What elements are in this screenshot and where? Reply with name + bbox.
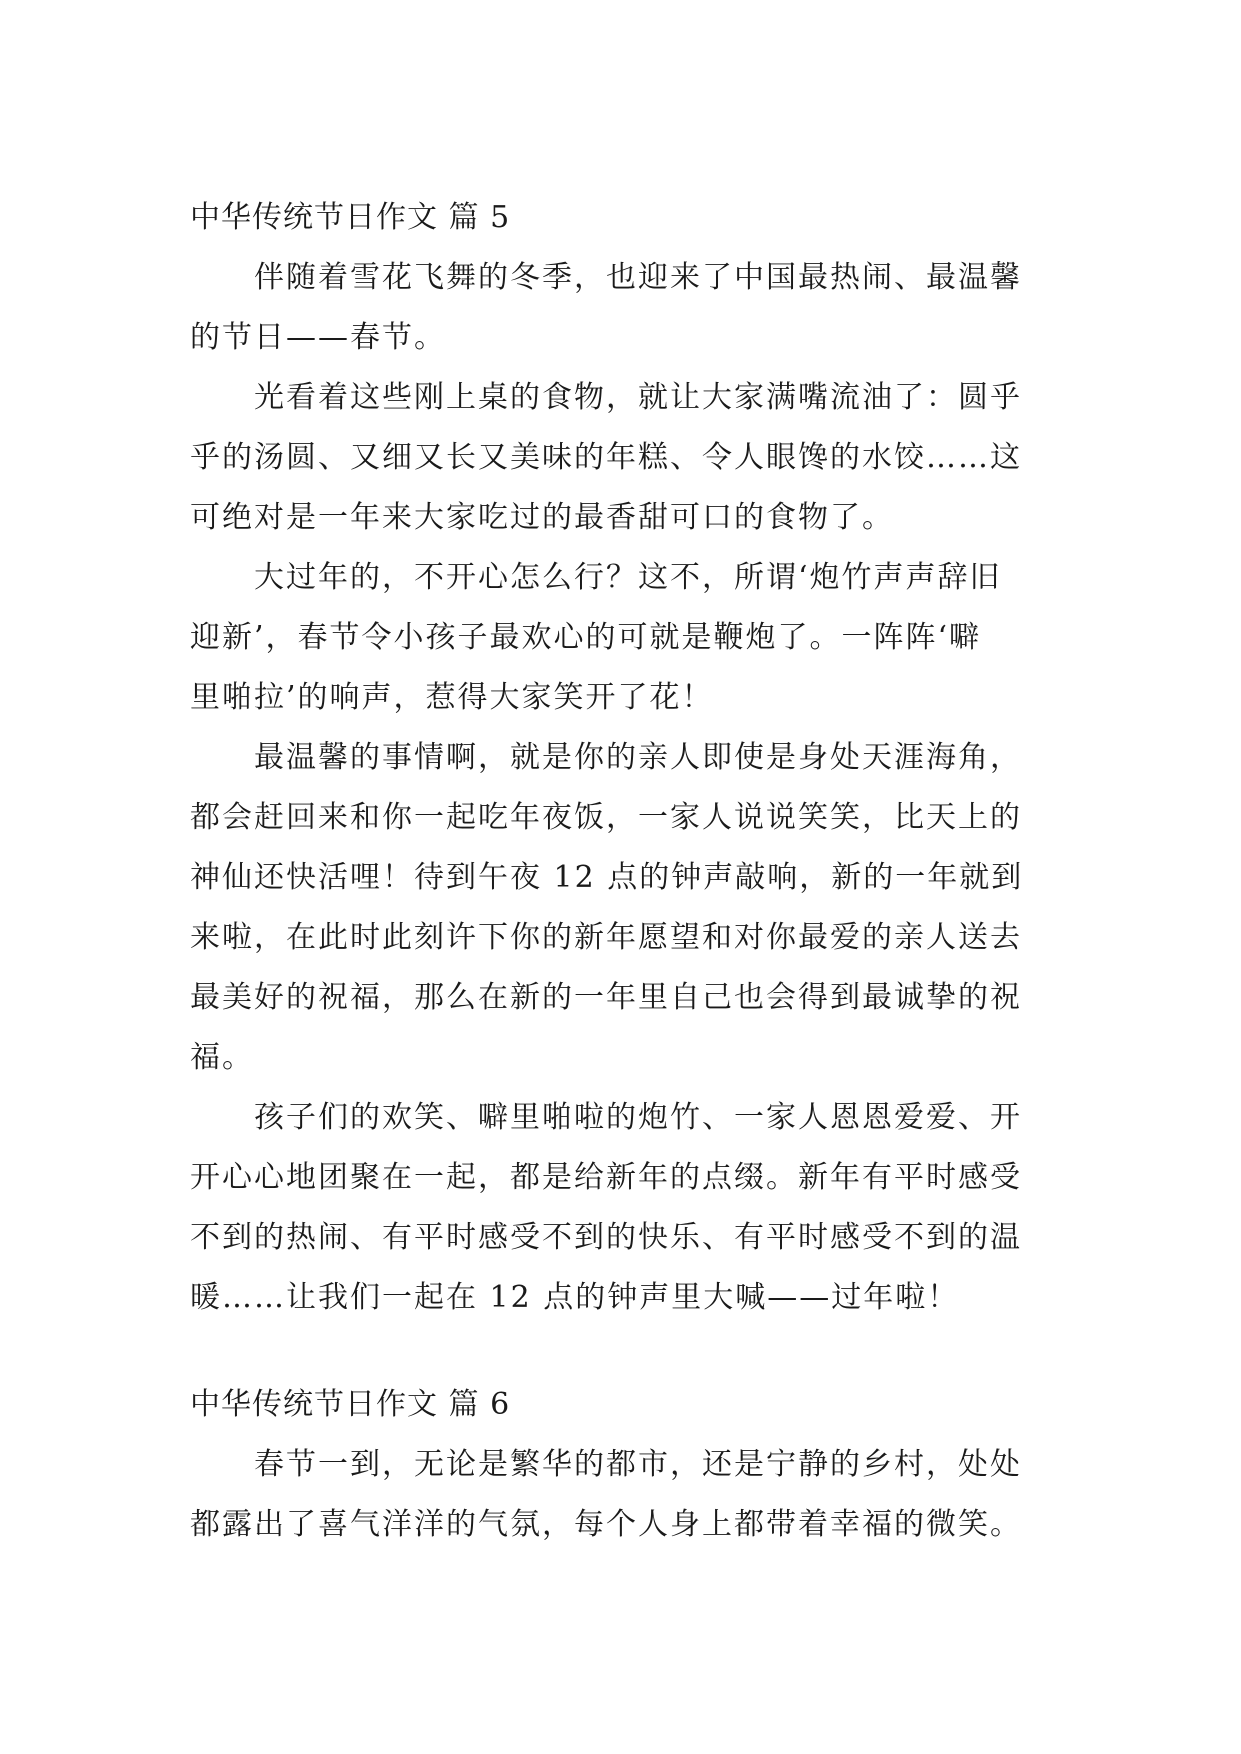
text-line: 来啦，在此时此刻许下你的新年愿望和对你最爱的亲人送去 (190, 920, 1022, 955)
text-line: 伴随着雪花飞舞的冬季，也迎来了中国最热闹、最温馨 (254, 260, 1022, 295)
paragraph (190, 248, 1060, 368)
text-line: 最美好的祝福，那么在新的一年里自己也会得到最诚挚的祝 (190, 980, 1022, 1015)
section-heading: 中华传统节日作文 篇 5 (190, 200, 511, 235)
text-line: 光看着这些刚上桌的食物，就让大家满嘴流油了：圆乎 (254, 380, 1022, 415)
paragraph (190, 728, 1060, 1088)
essay-section-5 (190, 188, 1060, 1328)
text-line: 最温馨的事情啊，就是你的亲人即使是身处天涯海角， (254, 740, 1022, 775)
text-line: 暖……让我们一起在 12 点的钟声里大喊——过年啦！ (190, 1280, 960, 1315)
text-line: 神仙还快活哩！待到午夜 12 点的钟声敲响，新的一年就到 (190, 860, 1024, 895)
text-line: 乎的汤圆、又细又长又美味的年糕、令人眼馋的水饺……这 (190, 440, 1022, 475)
text-line: 都露出了喜气洋洋的气氛，每个人身上都带着幸福的微笑。 (190, 1507, 1022, 1542)
text-line: 里啪拉’的响声，惹得大家笑开了花！ (190, 680, 714, 715)
paragraph (190, 1088, 1060, 1328)
text-line: 迎新’，春节令小孩子最欢心的可就是鞭炮了。一阵阵‘噼 (190, 620, 982, 655)
text-line: 大过年的，不开心怎么行？这不，所谓‘炮竹声声辞旧 (254, 560, 1002, 595)
text-line: 春节一到，无论是繁华的都市，还是宁静的乡村，处处 (254, 1447, 1022, 1482)
section-heading: 中华传统节日作文 篇 6 (190, 1387, 511, 1422)
paragraph (190, 1435, 1060, 1555)
essay-section-6 (190, 1375, 1060, 1555)
text-line: 孩子们的欢笑、噼里啪啦的炮竹、一家人恩恩爱爱、开 (254, 1100, 1022, 1135)
paragraph (190, 368, 1060, 548)
text-line: 都会赶回来和你一起吃年夜饭，一家人说说笑笑，比天上的 (190, 800, 1022, 835)
text-line: 不到的热闹、有平时感受不到的快乐、有平时感受不到的温 (190, 1220, 1022, 1255)
paragraph (190, 548, 1060, 728)
text-line: 可绝对是一年来大家吃过的最香甜可口的食物了。 (190, 500, 894, 535)
text-line: 开心心地团聚在一起，都是给新年的点缀。新年有平时感受 (190, 1160, 1022, 1195)
text-line: 福。 (190, 1040, 254, 1075)
text-line: 的节日——春节。 (190, 320, 446, 355)
